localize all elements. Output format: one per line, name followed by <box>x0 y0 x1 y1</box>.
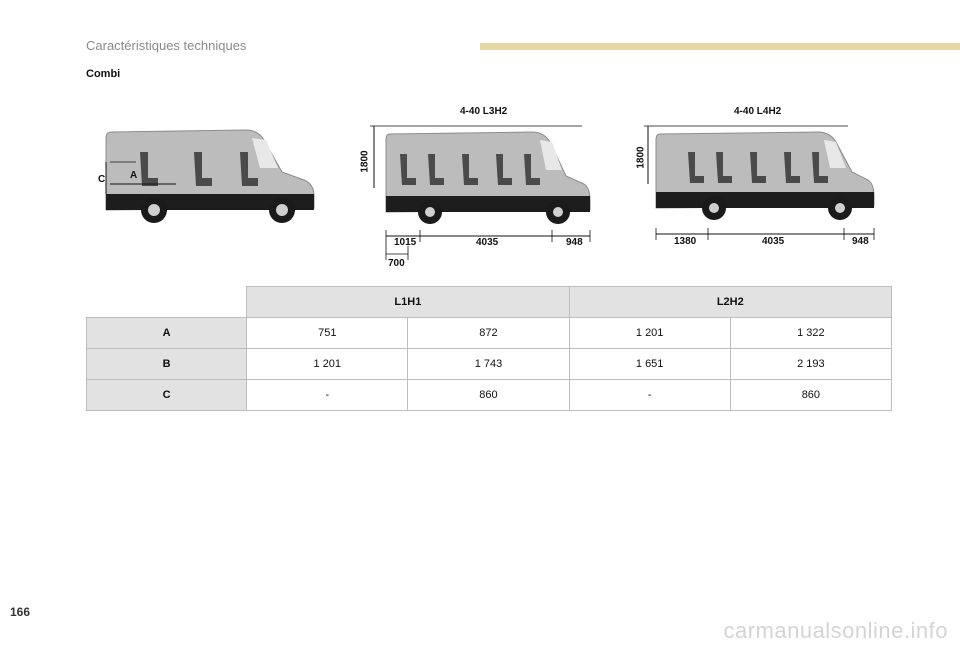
length-label-rear: 948 <box>852 236 869 247</box>
table-cell: 1 201 <box>247 349 408 380</box>
table-header-row <box>87 287 892 318</box>
header-accent-bar <box>480 43 960 50</box>
table-cell: 1 201 <box>569 318 730 349</box>
column-group-l2h2: L2H2 <box>569 287 891 318</box>
table-row <box>87 318 892 349</box>
table-cell: 751 <box>247 318 408 349</box>
length-label-middle: 4035 <box>762 236 785 247</box>
table-cell: 860 <box>730 380 891 411</box>
table-corner <box>87 287 247 318</box>
height-label: 1800 <box>635 146 647 169</box>
page-number: 166 <box>10 605 31 619</box>
dimension-label-a: A <box>130 170 138 181</box>
height-label: 1800 <box>359 150 371 173</box>
length-label-front: 1015 <box>394 237 417 248</box>
table-row <box>87 380 892 411</box>
table-cell: 1 743 <box>408 349 569 380</box>
length-label-rear: 948 <box>566 237 583 248</box>
length-label-front: 1380 <box>674 236 697 247</box>
table-cell: 2 193 <box>730 349 891 380</box>
row-label: C <box>87 380 247 411</box>
dimensions-table <box>86 286 892 411</box>
watermark-text: carmanualsonline.info <box>723 618 948 643</box>
page-header-title: Caractéristiques techniques <box>86 38 247 53</box>
variant-title: 4-40 L4H2 <box>734 106 782 117</box>
table-cell: 860 <box>408 380 569 411</box>
van-illustration-l1h1 <box>96 124 318 224</box>
variant-title: 4-40 L3H2 <box>460 106 508 117</box>
row-label: A <box>87 318 247 349</box>
section-title: Combi <box>86 68 121 80</box>
table-cell: - <box>247 380 408 411</box>
column-group-l1h1: L1H1 <box>247 287 569 318</box>
length-label-middle: 4035 <box>476 237 499 248</box>
table-cell: 1 322 <box>730 318 891 349</box>
table-row <box>87 349 892 380</box>
table-cell: - <box>569 380 730 411</box>
table-cell: 1 651 <box>569 349 730 380</box>
table-cell: 872 <box>408 318 569 349</box>
dimension-label-c: C <box>98 174 106 185</box>
row-label: B <box>87 349 247 380</box>
overhang-label: 700 <box>388 258 405 269</box>
